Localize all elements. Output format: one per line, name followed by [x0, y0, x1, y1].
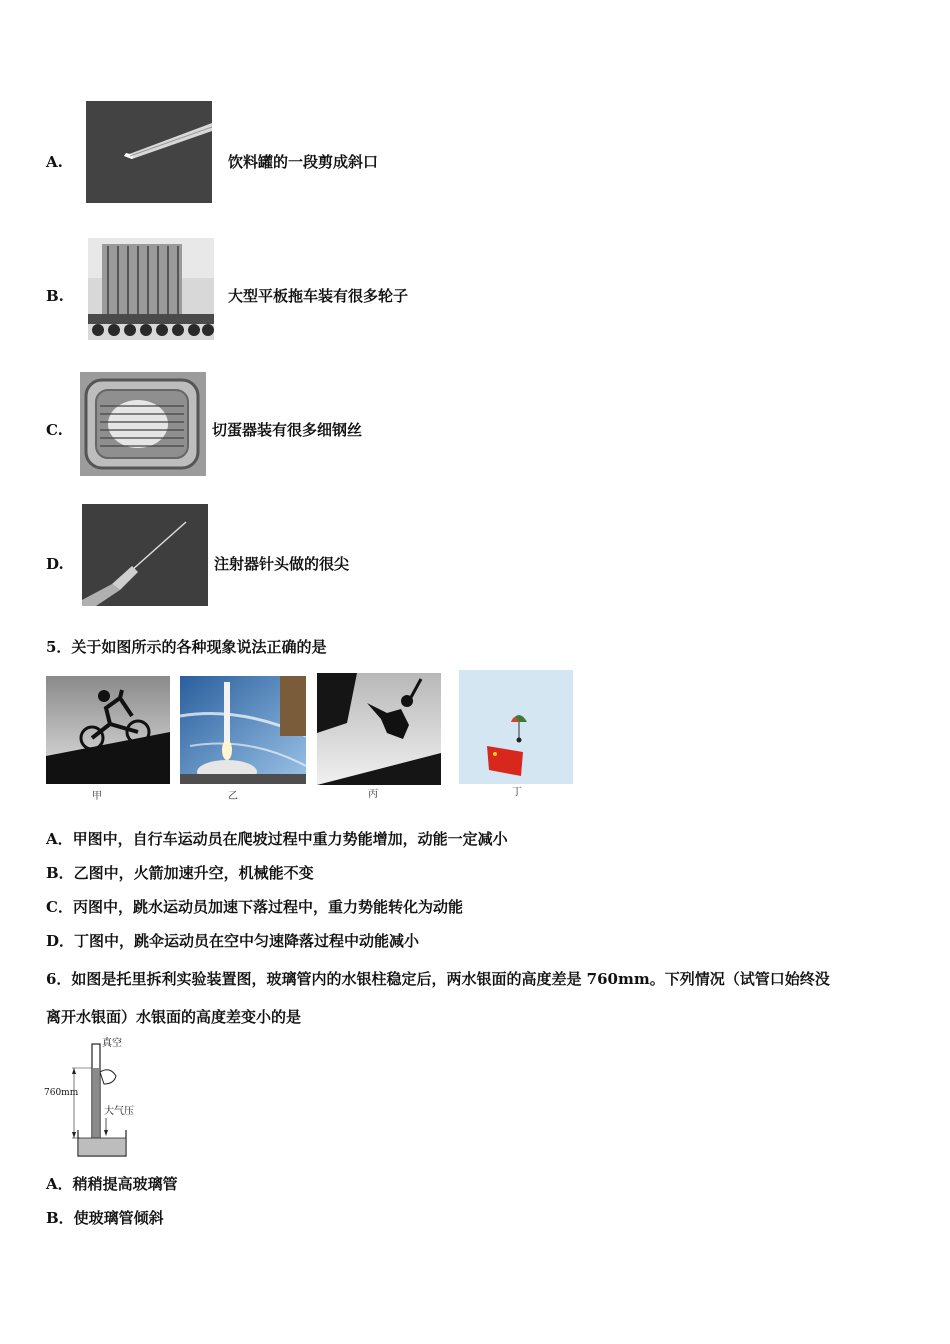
option-a: A．稍稍提高玻璃管 [46, 1175, 178, 1193]
option-a: A．甲图中，自行车运动员在爬坡过程中重力势能增加，动能一定减小 [46, 830, 508, 848]
option-b: B．使玻璃管倾斜 [46, 1209, 164, 1227]
torricelli-diagram [44, 1038, 144, 1160]
option-b: B．乙图中，火箭加速升空，机械能不变 [46, 864, 314, 882]
option-text: 切蛋器装有很多细钢丝 [212, 421, 363, 439]
rocket-launch-photo-icon [180, 676, 306, 784]
figure-caption: 乙 [228, 791, 238, 802]
cut-can-photo-icon [86, 101, 212, 203]
figure-caption: 丁 [512, 787, 522, 798]
cyclist-photo-icon [46, 676, 170, 784]
option-letter: A. [46, 153, 63, 171]
question-stem-line-1: 6．如图是托里拆利实验装置图，玻璃管内的水银柱稳定后，两水银面的高度差是 760mm。下列情况（试管口始终没 [46, 970, 830, 988]
option-text: 饮料罐的一段剪成斜口 [228, 153, 379, 171]
diver-photo-icon [317, 673, 441, 785]
flatbed-trailer-photo-icon [88, 238, 214, 340]
question-stem-line-2: 离开水银面）水银面的高度差变小的是 [46, 1008, 302, 1026]
question-stem: 5．关于如图所示的各种现象说法正确的是 [46, 638, 327, 656]
option-text: 注射器针头做的很尖 [214, 555, 350, 573]
label-vacuum: 真空 [102, 1038, 122, 1049]
option-letter: B. [46, 287, 64, 305]
option-text: 大型平板拖车装有很多轮子 [228, 287, 409, 305]
figure-caption: 丙 [368, 789, 378, 800]
label-atmospheric-pressure: 大气压 [104, 1106, 134, 1117]
option-c: C．丙图中，跳水运动员加速下落过程中，重力势能转化为动能 [46, 898, 463, 916]
option-letter: D. [46, 555, 64, 573]
egg-slicer-photo-icon [80, 372, 206, 476]
figure-caption: 甲 [92, 791, 102, 802]
syringe-photo-icon [82, 504, 208, 606]
parachutist-photo-icon [459, 670, 573, 784]
option-d: D．丁图中，跳伞运动员在空中匀速降落过程中动能减小 [46, 932, 420, 950]
label-height: 760mm [44, 1088, 79, 1098]
option-letter: C. [46, 421, 63, 439]
